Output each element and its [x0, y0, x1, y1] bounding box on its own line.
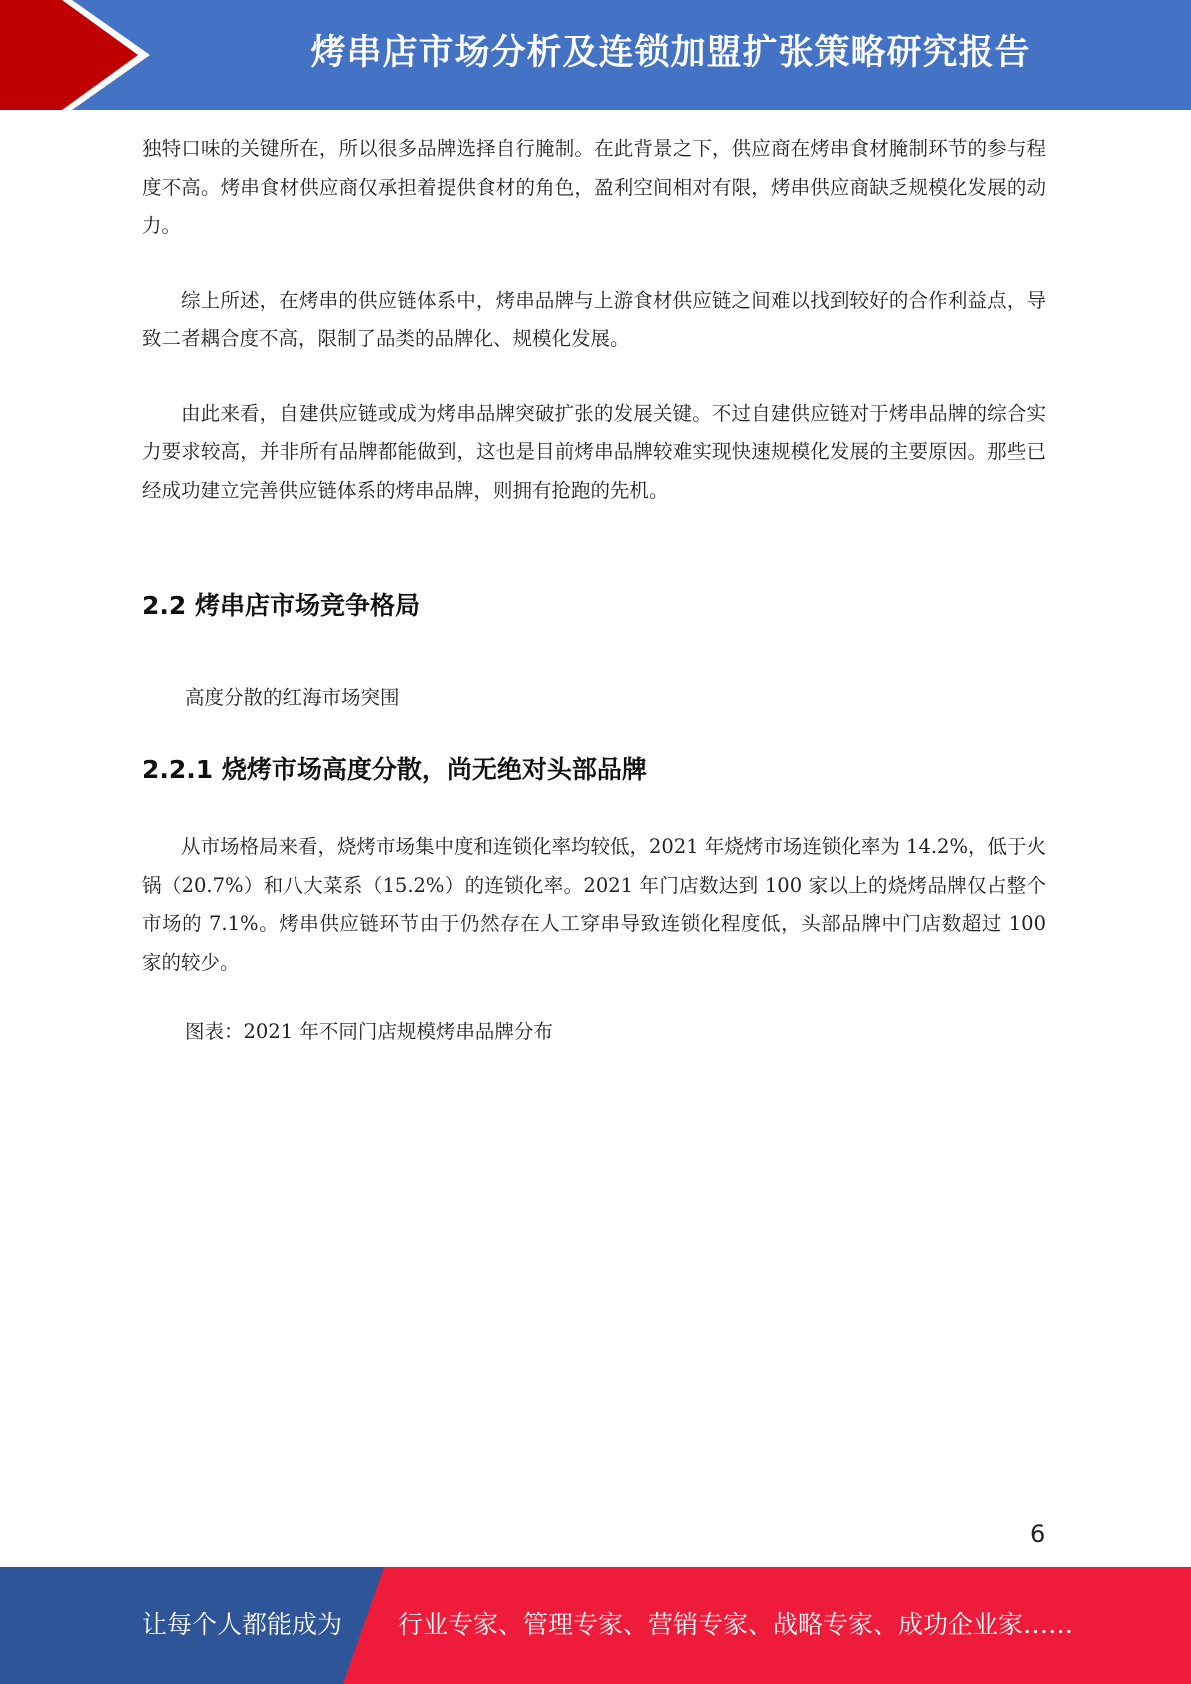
paragraph-self-built-supply: 由此来看，自建供应链或成为烤串品牌突破扩张的发展关键。不过自建供应链对于烤串品牌的综合实力要求较高，并非所有品牌都能做到，这也是目前烤串品牌较难实现快速规模化发展的主要原因。那些已经成功建立完善供应链体系的烤串品牌，则拥有抢跑的先机。 [142, 401, 1046, 502]
paragraph-market-concentration: 从市场格局来看，烧烤市场集中度和连锁化率均较低，2021 年烧烤市场连锁化率为 14.2%，低于火锅（20.7%）和八大菜系（15.2%）的连锁化率。2021 年门店数达到 100 家以上的烧烤品牌仅占整个市场的 7.1%。烤串供应链环节由于仍然存在人工穿串导致连锁化程度低，头部品牌中门店数超过 100 家的较少。 [142, 835, 1046, 974]
page-number: 6 [1030, 1520, 1046, 1548]
footer-slogan-right: 行业专家、管理专家、营销专家、战略专家、成功企业家…… [398, 1610, 1074, 1639]
footer-slogan-left: 让每个人都能成为 [142, 1610, 343, 1639]
report-title: 烤串店市场分析及连锁加盟扩张策略研究报告 [310, 33, 1031, 73]
section-subtitle: 高度分散的红海市场突围 [185, 686, 400, 709]
figure-caption: 图表：2021 年不同门店规模烤串品牌分布 [185, 1020, 553, 1043]
paragraph-supply-marinade: 独特口味的关键所在，所以很多品牌选择自行腌制。在此背景之下，供应商在烤串食材腌制环节的参与程度不高。烤串食材供应商仅承担着提供食材的角色，盈利空间相对有限，烤串供应商缺乏规模化发展的动力。 [142, 137, 1046, 237]
page-header [0, 0, 1191, 110]
page-content [142, 130, 1046, 1044]
section-heading-2-2: 2.2 烤串店市场竞争格局 [142, 591, 420, 620]
page-footer [0, 1567, 1191, 1684]
paragraph-supply-summary: 综上所述，在烤串的供应链体系中，烤串品牌与上游食材供应链之间难以找到较好的合作利益点，导致二者耦合度不高，限制了品类的品牌化、规模化发展。 [142, 288, 1046, 350]
section-heading-2-2-1: 2.2.1 烧烤市场高度分散，尚无绝对头部品牌 [142, 755, 647, 784]
